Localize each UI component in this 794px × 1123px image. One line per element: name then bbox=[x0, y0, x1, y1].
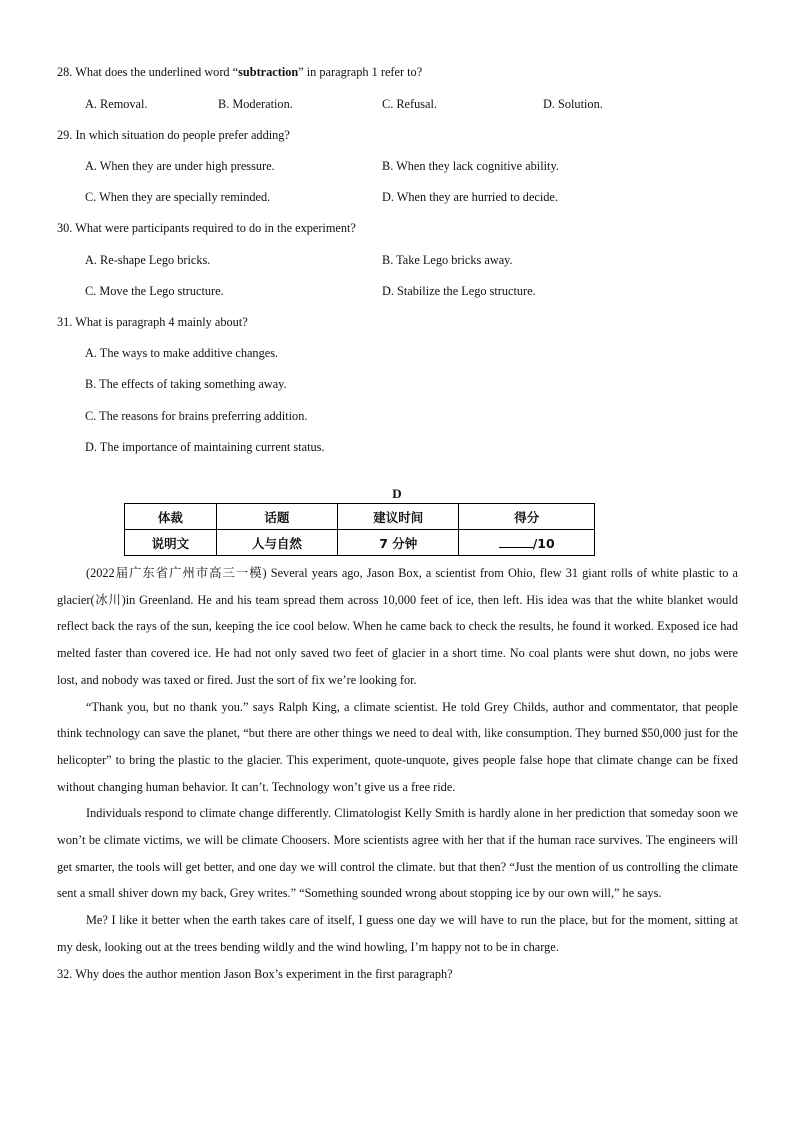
header-genre: 体裁 bbox=[125, 504, 217, 530]
value-genre: 说明文 bbox=[125, 530, 217, 556]
question-32-stem: 32. Why does the author mention Jason Box’s experiment in the first paragraph? bbox=[57, 966, 453, 981]
question-29-option-d: D. When they are hurried to decide. bbox=[382, 190, 558, 204]
question-29-stem: 29. In which situation do people prefer adding? bbox=[57, 128, 290, 142]
stem-text: ” in paragraph 1 refer to? bbox=[298, 65, 423, 79]
question-31-option-b: B. The effects of taking something away. bbox=[85, 377, 287, 391]
stem-text: 28. What does the underlined word “ bbox=[57, 65, 239, 79]
question-31-option-a: A. The ways to make additive changes. bbox=[85, 346, 279, 360]
question-30-option-c: C. Move the Lego structure. bbox=[85, 284, 224, 298]
question-29-option-c: C. When they are specially reminded. bbox=[85, 190, 271, 204]
question-28-option-d: D. Solution. bbox=[543, 97, 603, 111]
paragraph-1: (2022届广东省广州市高三一模) Several years ago, Jason Box, a scientist from Ohio, flew 31 giant rolls of white plastic to a glacier(冰川)in Greenland. He and his team spread them across 10,000 feet of ice, then left. His idea was that the white blanket would reflect back the rays of the sun, keeping the ice cool below. When he came back to check the results, he found it worked. Exposed ice had melted faster than covered ice. He had not only saved two feet of glacier in a short time. No coal plants were shut down, no jobs were lost, and nobody was taxed or fired. Just the sort of fix we’re looking for. bbox=[57, 566, 738, 687]
value-suggested-time: 7 分钟 bbox=[338, 530, 459, 556]
section-title: D bbox=[392, 486, 402, 501]
value-topic: 人与自然 bbox=[216, 530, 337, 556]
question-31-option-c: C. The reasons for brains preferring addition. bbox=[85, 409, 308, 423]
table-row bbox=[125, 530, 595, 556]
question-29-option-b: B. When they lack cognitive ability. bbox=[382, 159, 559, 173]
question-28-stem bbox=[57, 64, 422, 80]
question-28-option-a: A. Removal. bbox=[85, 97, 148, 111]
question-30-stem: 30. What were participants required to do in the experiment? bbox=[57, 221, 356, 235]
paragraph-4: Me? I like it better when the earth takes care of itself, I guess one day we will have to run the place, but for the moment, sitting at my desk, looking out at the trees bending wildly and the wind howling, I’m happy not to be in charge. bbox=[57, 913, 738, 954]
score-total: /10 bbox=[532, 535, 555, 551]
underlined-word: subtraction bbox=[238, 65, 299, 79]
value-score bbox=[459, 530, 595, 556]
info-table bbox=[124, 503, 595, 556]
paragraph-3: Individuals respond to climate change differently. Climatologist Kelly Smith is hardly alone in her prediction that someday soon we won’t be climate victims, we will be climate Choosers. More scientists agree with her that if the human race survives. The engineers will get smarter, the tools will get better, and one day we will control the climate. but that then? “Just the mention of us controlling the climate sent a small shiver down my back, Grey writes.” “Something sounded wrong about stopping ice by our own will,” he says. bbox=[57, 806, 738, 901]
question-29-option-a: A. When they are under high pressure. bbox=[85, 159, 275, 173]
paragraph-2: “Thank you, but no thank you.” says Ralph King, a climate scientist. He told Grey Childs, author and commentator, that people think technology can save the planet, “but there are other things we need to deal with, like consumption. They burned $50,000 just for the helicopter” to bring the plastic to the glacier. This experiment, quote-unquote, gives people false hope that climate change can be fixed without changing human behavior. It can’t. Technology won’t give us a free ride. bbox=[57, 699, 738, 794]
question-31-stem: 31. What is paragraph 4 mainly about? bbox=[57, 315, 248, 329]
header-topic: 话题 bbox=[216, 504, 337, 530]
question-30-option-b: B. Take Lego bricks away. bbox=[382, 253, 513, 267]
passage bbox=[57, 560, 738, 987]
score-blank[interactable] bbox=[499, 535, 533, 548]
header-score: 得分 bbox=[459, 504, 595, 530]
question-30-option-d: D. Stabilize the Lego structure. bbox=[382, 284, 536, 298]
header-suggested-time: 建议时间 bbox=[338, 504, 459, 530]
question-28-option-c: C. Refusal. bbox=[382, 97, 437, 111]
question-31-option-d: D. The importance of maintaining current status. bbox=[85, 440, 325, 454]
question-28-option-b: B. Moderation. bbox=[218, 97, 293, 111]
question-30-option-a: A. Re-shape Lego bricks. bbox=[85, 253, 211, 267]
table-row bbox=[125, 504, 595, 530]
